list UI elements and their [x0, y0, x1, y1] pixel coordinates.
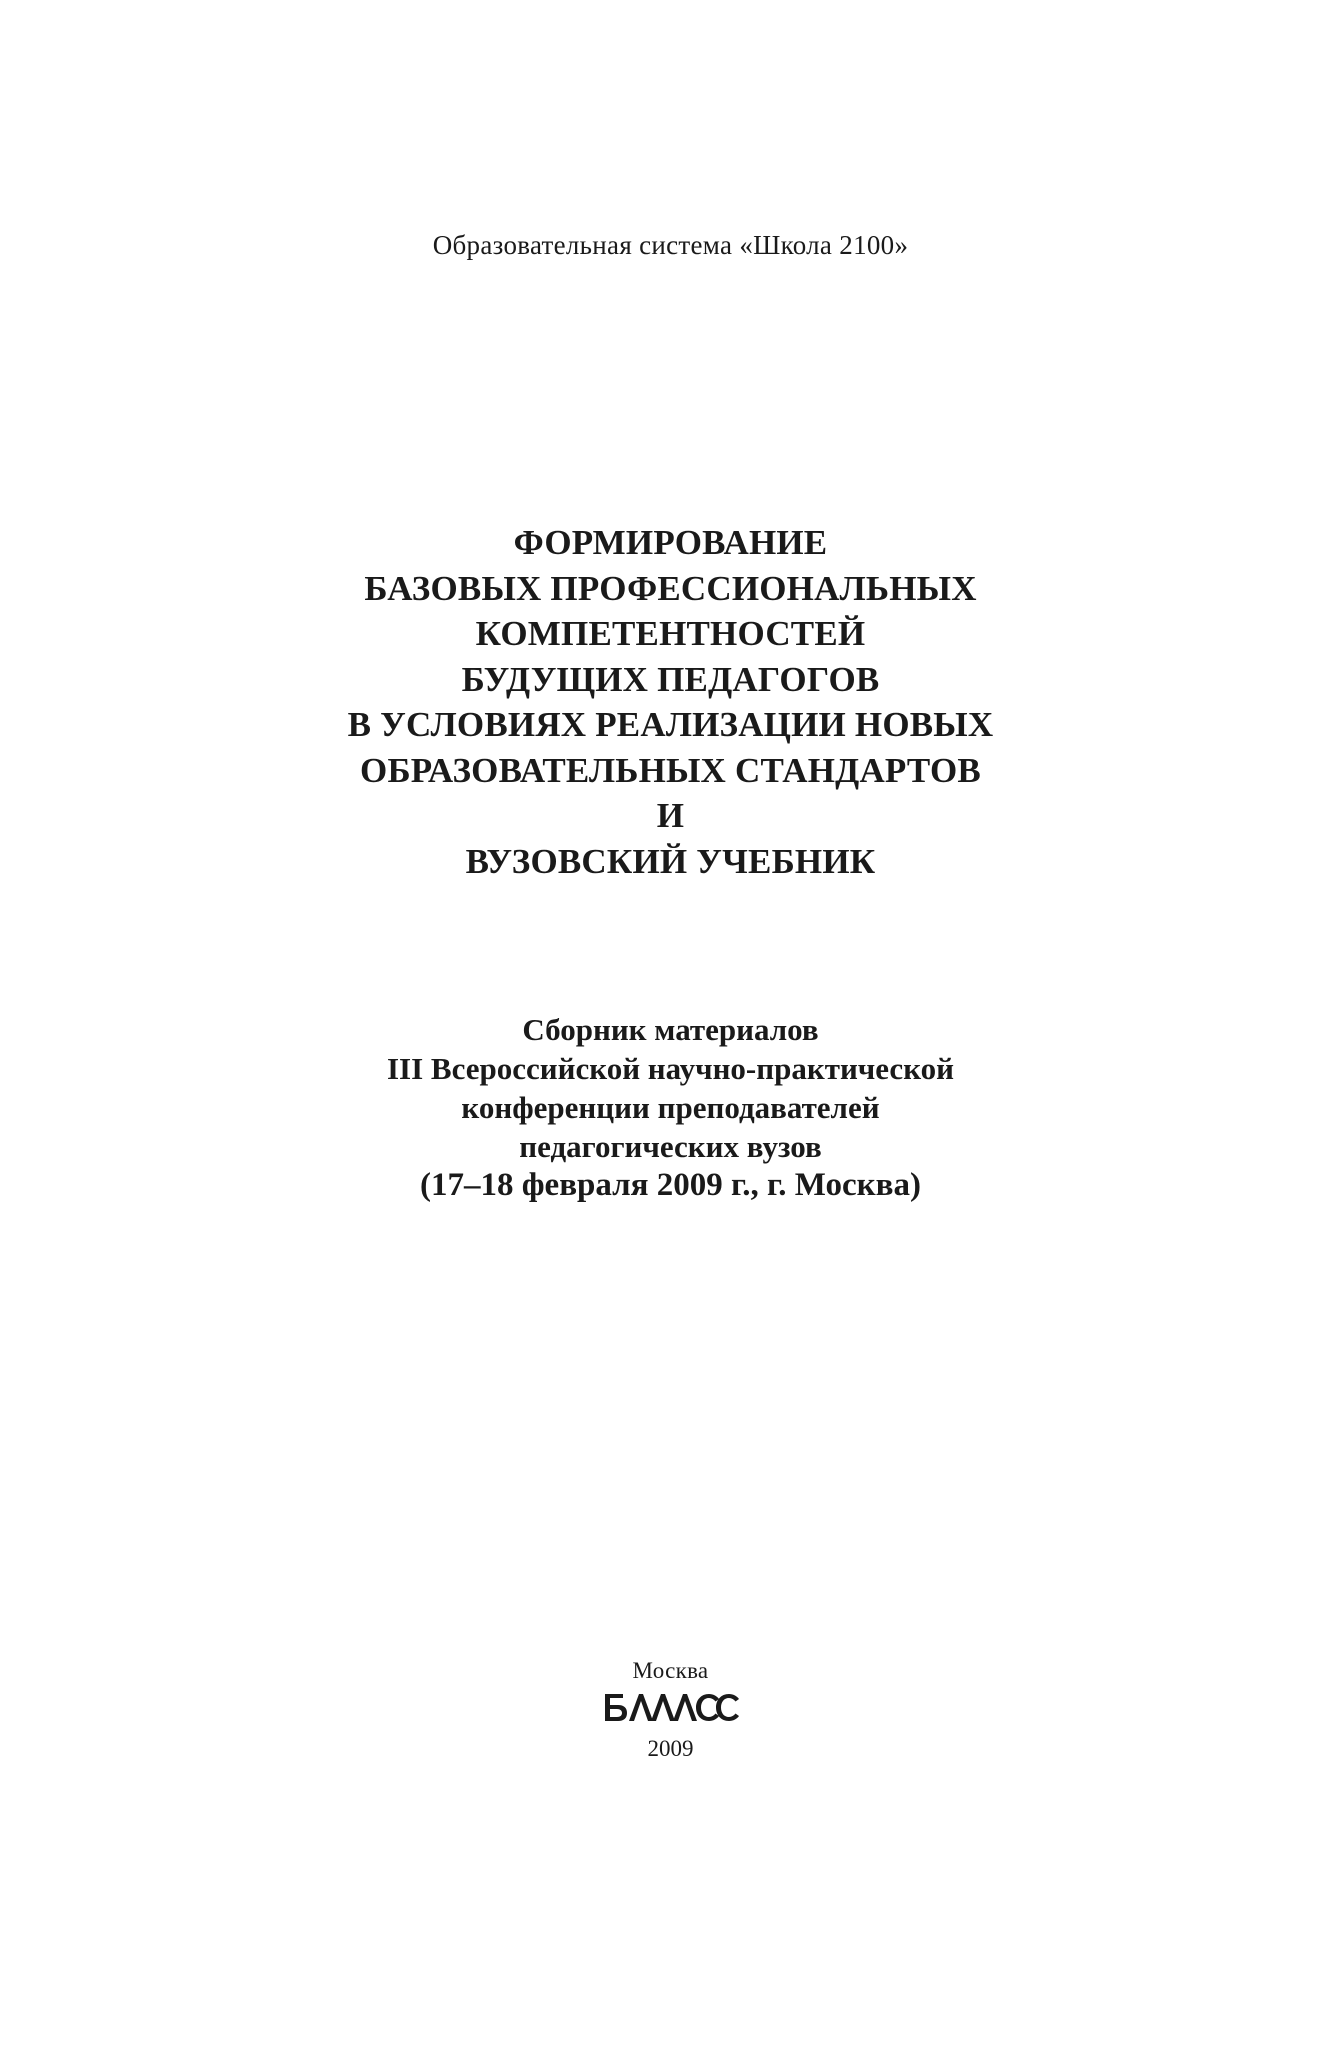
- title-line: ОБРАЗОВАТЕЛЬНЫХ СТАНДАРТОВ: [360, 750, 981, 790]
- subtitle-line: III Всероссийской научно-практической: [386, 1051, 955, 1086]
- subtitle-line: конференции преподавателей: [461, 1090, 880, 1125]
- title-line: БУДУЩИХ ПЕДАГОГОВ: [461, 659, 880, 699]
- subtitle-line: педагогических вузов: [519, 1129, 822, 1164]
- publication-city: Москва: [632, 1658, 709, 1683]
- title-line: ФОРМИРОВАНИЕ: [513, 523, 828, 562]
- publication-year: 2009: [647, 1736, 694, 1761]
- publisher-logo: [601, 1690, 741, 1724]
- book-subtitle: [0, 1010, 1341, 1205]
- title-line: И: [656, 796, 685, 835]
- title-line: КОМПЕТЕНТНОСТЕЙ: [475, 614, 866, 653]
- title-line: В УСЛОВИЯХ РЕАЛИЗАЦИИ НОВЫХ: [347, 705, 994, 744]
- title-line: БАЗОВЫХ ПРОФЕССИОНАЛЬНЫХ: [364, 568, 977, 608]
- subtitle-line: Сборник материалов: [522, 1012, 819, 1047]
- series-name: Образовательная система «Школа 2100»: [432, 230, 909, 260]
- subtitle-line: (17–18 февраля 2009 г., г. Москва): [419, 1167, 921, 1203]
- book-title: [0, 520, 1341, 884]
- imprint: [0, 1658, 1341, 1762]
- title-line: ВУЗОВСКИЙ УЧЕБНИК: [465, 841, 876, 881]
